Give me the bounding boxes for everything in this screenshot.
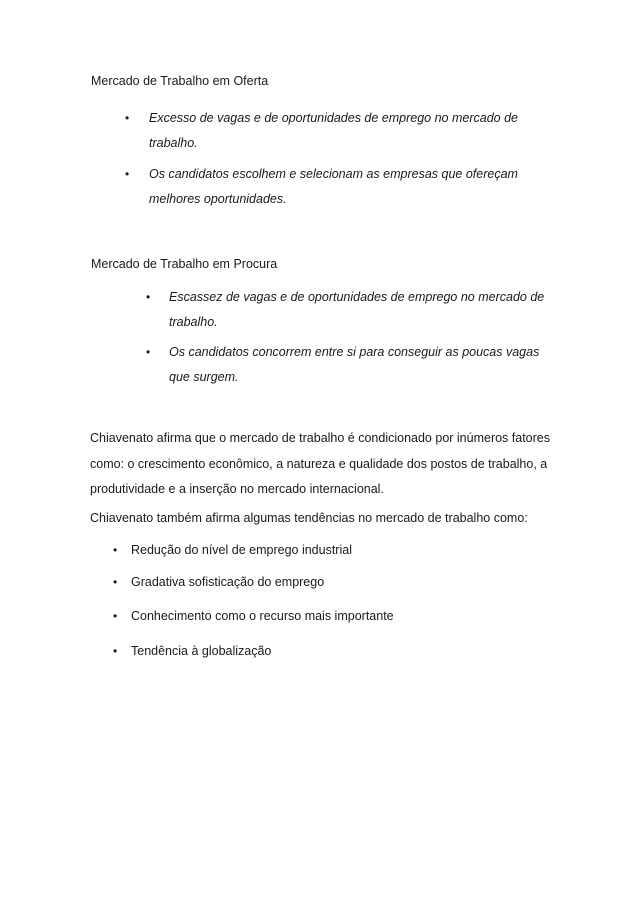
tendencia-item-4 <box>113 639 551 664</box>
tendencia-item-1-text: Redução do nível de emprego industrial <box>131 543 352 557</box>
tendencia-item-4-text: Tendência à globalização <box>131 644 272 658</box>
bullet-icon: • <box>113 575 118 589</box>
bullet-icon: • <box>146 345 151 359</box>
bullet-icon: • <box>146 290 151 304</box>
procura-bullet-2-text: Os candidatos concorrem entre si para conseguir as poucas vagas que surgem. <box>169 345 540 384</box>
bullet-icon: • <box>113 644 118 658</box>
section-title-oferta: Mercado de Trabalho em Oferta <box>91 74 269 88</box>
paragraph-chiavenato-fatores: Chiavenato afirma que o mercado de trabalho é condicionado por inúmeros fatores como: o crescimento econômico, a natureza e qualidade dos postos de trabalho, a produtividade e a inserção no mercado internacional. <box>90 431 550 496</box>
procura-bullet-2 <box>146 340 554 389</box>
tendencia-item-2-text: Gradativa sofisticação do emprego <box>131 575 325 589</box>
bullet-icon: • <box>125 167 130 181</box>
tendencia-item-3-text: Conhecimento como o recurso mais importante <box>131 609 394 623</box>
procura-bullet-1 <box>146 285 554 334</box>
bullet-icon: • <box>125 111 130 125</box>
bullet-icon: • <box>113 609 118 623</box>
tendencia-item-2 <box>113 570 551 595</box>
paragraph-chiavenato-tendencias: Chiavenato também afirma algumas tendências no mercado de trabalho como: <box>90 511 528 525</box>
oferta-bullet-1 <box>125 106 549 155</box>
oferta-bullet-2-text: Os candidatos escolhem e selecionam as empresas que ofereçam melhores oportunidades. <box>149 167 518 206</box>
tendencia-item-3 <box>113 604 551 629</box>
oferta-bullet-1-text: Excesso de vagas e de oportunidades de emprego no mercado de trabalho. <box>149 111 518 150</box>
oferta-bullet-2 <box>125 162 549 211</box>
procura-bullet-1-text: Escassez de vagas e de oportunidades de emprego no mercado de trabalho. <box>169 290 545 329</box>
section-title-procura: Mercado de Trabalho em Procura <box>91 257 278 271</box>
tendencia-item-1 <box>113 538 551 563</box>
bullet-icon: • <box>113 543 118 557</box>
